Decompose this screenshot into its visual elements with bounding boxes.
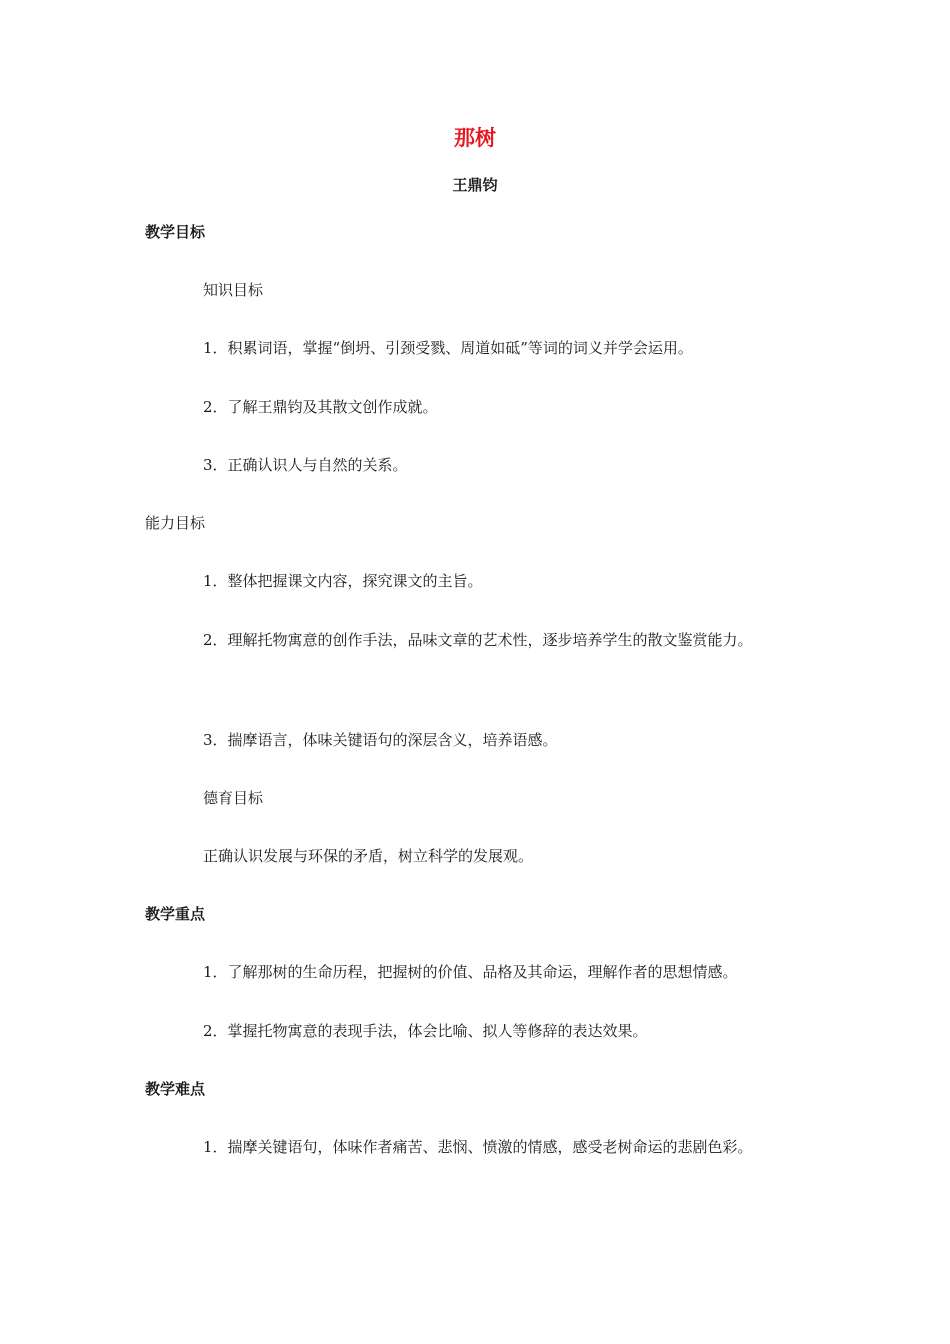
- section-heading-teaching-goals: 教学目标: [145, 223, 206, 241]
- document-author: 王鼎钧: [452, 176, 498, 194]
- subheading-moral-goals: 德育目标: [203, 789, 264, 807]
- ability-item: 3．揣摩语言，体味关键语句的深层含义，培养语感。: [203, 731, 558, 749]
- ability-item: 2．理解托物寓意的创作手法，品味文章的艺术性，逐步培养学生的散文鉴赏能力。: [203, 631, 753, 649]
- difficulty-item: 1．揣摩关键语句，体味作者痛苦、悲悯、愤激的情感，感受老树命运的悲剧色彩。: [203, 1138, 753, 1156]
- key-point-item: 2．掌握托物寓意的表现手法，体会比喻、拟人等修辞的表达效果。: [203, 1022, 648, 1040]
- key-point-item: 1．了解那树的生命历程，把握树的价值、品格及其命运，理解作者的思想情感。: [203, 963, 738, 981]
- ability-item: 1．整体把握课文内容，探究课文的主旨。: [203, 572, 483, 590]
- subheading-ability-goals: 能力目标: [145, 514, 206, 532]
- section-heading-key-points: 教学重点: [145, 905, 206, 923]
- knowledge-item: 1．积累词语，掌握“倒坍、引颈受戮、周道如砥”等词的词义并学会运用。: [203, 339, 693, 357]
- knowledge-item: 3．正确认识人与自然的关系。: [203, 456, 408, 474]
- knowledge-item: 2．了解王鼎钧及其散文创作成就。: [203, 398, 438, 416]
- moral-text: 正确认识发展与环保的矛盾，树立科学的发展观。: [203, 847, 534, 865]
- document-title: 那树: [454, 126, 496, 150]
- section-heading-difficulties: 教学难点: [145, 1080, 206, 1098]
- subheading-knowledge-goals: 知识目标: [203, 281, 264, 299]
